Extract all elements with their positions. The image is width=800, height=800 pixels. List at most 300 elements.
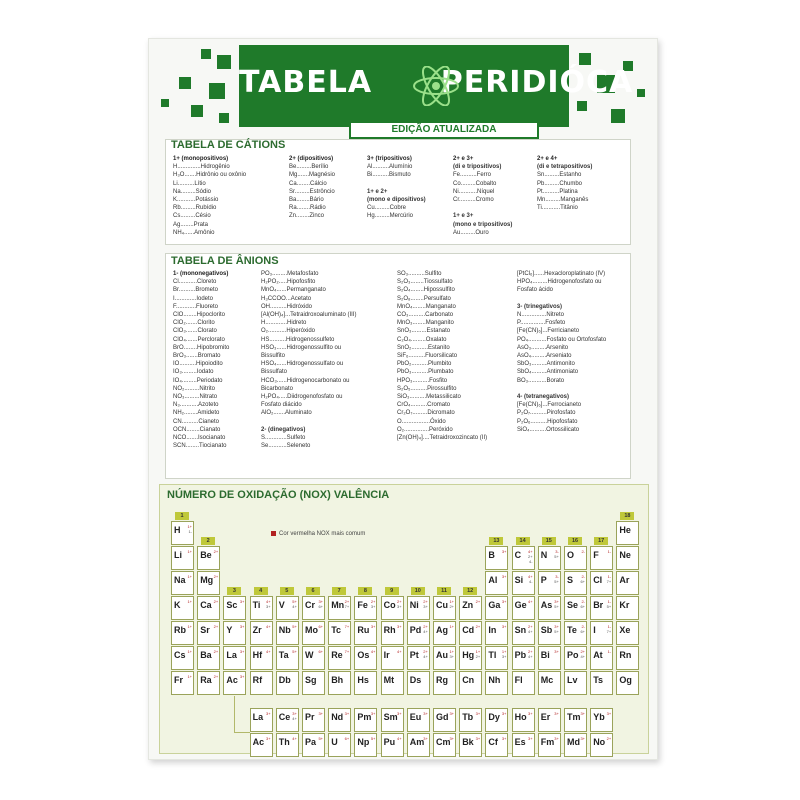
cation-item: K...........Potássio [173,197,219,204]
oxidation-value: 3+ [239,599,245,604]
oxidation-value: 3+ [554,711,559,716]
anion-item: NO₃.........Nitrato [173,394,218,401]
anion-item: BrO₃.......Bromato [173,353,221,360]
element-ru [354,621,377,645]
element-oxidation [214,649,219,654]
element-symbol: Fm [540,737,555,747]
element-ni [407,596,430,620]
element-symbol: Hg [462,650,475,660]
element-pu [381,733,404,757]
oxidation-value: 2- [581,599,585,604]
element-i [590,621,613,645]
anion-group-header: 1- (mononegativos) [173,271,229,277]
cation-item: Ti...........Titânio [537,205,578,212]
element-oxidation [423,624,428,634]
element-symbol: Tc [331,625,342,635]
oxidation-value: 1+ [475,649,481,654]
element-symbol: Co [383,600,396,610]
oxidation-value: 3+ [397,711,402,716]
f-block-connector [234,696,235,732]
element-ba [197,646,220,670]
cation-item: Hg.........Mercúrio [367,213,414,220]
cation-item: Bi..........Bismuto [367,172,411,179]
edition-label: EDIÇÃO ATUALIZADA [349,121,539,139]
element-symbol: Pu [383,737,396,747]
element-oxidation [528,624,533,634]
element-cs [171,646,194,670]
element-oxidation [476,649,481,659]
element-symbol: Pb [514,650,527,660]
oxidation-value: 3+ [475,711,481,716]
anion-item: ClO₃.......Clorato [173,328,217,335]
title-left: TABELA [239,65,373,100]
element-pt [407,646,430,670]
oxidation-value: 3+ [239,624,245,629]
anion-item: Br..........Brometo [173,287,219,294]
element-rf [250,671,273,695]
anion-item: 2- (dinegativos) [261,426,306,433]
element-symbol: Cd [462,625,475,635]
oxidation-value: 6+ [318,624,323,629]
oxidation-value: 3+ [423,604,428,609]
title-banner [239,45,634,127]
cation-item: Ag........Prata [173,221,209,228]
anion-item: NCO.......Isocianato [173,435,226,442]
element-oxidation [554,574,559,584]
element-si [512,571,535,595]
cation-item: Mg.......Magnésio [289,172,336,179]
element-hf [250,646,273,670]
element-cu [433,596,456,620]
oxidation-value: 3+ [370,624,376,629]
element-symbol: Rh [383,625,396,635]
element-sb [538,621,561,645]
element-la [250,708,273,732]
element-ho [512,708,535,732]
element-symbol: F [593,550,599,560]
oxidation-value: 1- [607,549,612,554]
element-oxidation [554,599,559,609]
anion-item: MnO₃........Manganito [397,320,454,327]
anion-item: HS..........Hidrogenossulfeto [261,336,335,343]
oxidation-value: 1+ [187,624,192,629]
element-oxidation [528,599,533,604]
element-symbol: Pm [357,712,372,722]
element-tb [459,708,482,732]
element-er [538,708,561,732]
element-symbol: Ac [252,737,265,747]
element-rg [433,671,456,695]
element-oxidation [528,649,533,659]
decor-square [161,99,169,107]
cation-item: Sr.........Estrôncio [289,188,335,195]
element-symbol: Ho [514,712,527,722]
element-oxidation [266,649,271,654]
element-cd [459,621,482,645]
element-o [564,546,587,570]
element-lv [564,671,587,695]
oxidation-value: 3+ [449,654,454,659]
anion-item: Bicarbonato [261,385,294,392]
element-symbol: Na [174,575,186,585]
element-br [590,596,613,620]
anion-item: 4- (tetranegativos) [517,394,570,401]
cation-item: Na.........Sódio [173,188,212,195]
element-oxidation [554,549,559,559]
element-pb [512,646,535,670]
group-number: 5 [280,587,294,595]
oxidation-value: 3+ [501,654,507,659]
anion-item: ClO₂.......Clorito [173,320,215,327]
element-pr [302,708,325,732]
anion-item: H₂PO₄.....Diidrogenofosfato ou [261,394,343,401]
element-symbol: He [619,525,631,535]
cation-item: Mn.........Manganês [537,197,589,204]
group-number: 9 [385,587,399,595]
element-symbol: Sn [514,625,527,635]
element-es [512,733,535,757]
anion-item: SO₃..........Sulfito [397,271,442,277]
oxidation-value: 7+ [344,604,350,609]
element-symbol: Pt [409,650,419,660]
element-xe [616,621,639,645]
element-symbol: Y [226,625,233,635]
anion-item: P₂O₆..........Hipofosfato [517,418,578,425]
periodic-table-poster [148,38,658,760]
oxidation-value: 3+ [501,736,507,741]
oxidation-value: 5+ [292,649,297,654]
element-symbol: Ru [357,625,370,635]
anion-item: SnO₂..........Estanito [397,344,450,351]
group-number: 8 [358,587,372,595]
oxidation-value: 2+ [475,654,481,659]
group-number: 4 [254,587,268,595]
element-oxidation [449,599,454,609]
element-symbol: Cs [174,650,186,660]
cation-item: Zn........Zinco [289,213,325,220]
element-oxidation [502,624,507,629]
anion-item: ClO........Hipoclorito [173,312,226,319]
oxidation-value: 2+ [213,549,219,554]
cation-item: Be.........Berílio [289,164,329,171]
oxidation-value: 1+ [187,574,192,579]
oxidation-value: 2+ [370,599,376,604]
element-nh [485,671,508,695]
element-symbol: Mn [331,600,345,610]
element-symbol: Be [200,550,212,560]
oxidation-value: 3+ [501,624,507,629]
element-symbol: Ag [436,625,448,635]
element-symbol: S [567,575,574,585]
oxidation-value: 3+ [370,604,376,609]
element-oxidation [318,624,323,629]
oxidation-value: 1- [607,649,612,654]
group-number: 15 [542,537,556,545]
element-fe [354,596,377,620]
cation-column [537,155,592,212]
element-oxidation [397,649,402,654]
element-oxidation [345,711,350,716]
oxidation-value: 7+ [606,629,612,634]
element-symbol: Xe [619,625,631,635]
element-symbol: Ca [200,600,212,610]
cation-item: Ra........Rádio [289,205,326,212]
element-oxidation [266,736,271,741]
element-w [302,646,325,670]
oxidation-value: 3+ [318,711,323,716]
element-symbol: Ta [278,650,289,660]
element-yb [590,708,613,732]
oxidation-value: 2+ [528,624,533,629]
element-li [171,546,194,570]
element-symbol: I [593,625,596,635]
oxidation-value: 1- [188,529,192,534]
oxidation-value: 6+ [580,629,585,634]
anion-item: BO₃...........Borato [517,377,565,384]
element-symbol: Ac [226,675,238,685]
element-ta [276,646,299,670]
element-symbol: Cl [593,575,603,585]
element-os [354,646,377,670]
anion-item: S₂O₅..........Pirossulfito [397,385,457,392]
oxidation-value: 4- [529,579,533,584]
element-symbol: Tb [462,712,474,722]
element-hg [459,646,482,670]
element-ac [223,671,246,695]
oxidation-value: 3+ [475,736,481,741]
anion-item: ClO₄.......Perclorato [173,336,225,343]
anion-item: Cr₂O₇.........Dicromato [397,410,455,417]
oxidation-value: 6+ [580,579,585,584]
element-symbol: Cr [305,600,316,610]
element-oxidation [397,736,402,741]
cation-item: Li..........Lítio [173,180,206,187]
oxidation-value: 5+ [554,604,559,609]
oxidation-value: 3+ [423,711,428,716]
anion-item: SiO₄..........Ortossilicato [517,426,580,433]
element-oxidation [187,549,192,554]
oxidation-value: 3+ [501,549,507,554]
element-oxidation [318,736,323,741]
oxidation-value: 1+ [187,549,192,554]
element-symbol: Eu [409,712,422,722]
oxidation-value: 3+ [266,736,271,741]
group-number: 1 [175,512,189,520]
element-oxidation [607,624,612,634]
oxidation-value: 4+ [528,654,533,659]
anion-item: I.............Iodeto [173,295,214,302]
element-oxidation [502,549,507,554]
element-kr [616,596,639,620]
anion-item: PbO₃..........Plumbato [397,369,454,376]
element-symbol: Pr [305,712,315,722]
element-symbol: Ra [200,675,212,685]
cations-title: TABELA DE CÁTIONS [171,139,286,151]
cation-group-header: 2+ e 3+ [453,156,474,162]
oxidation-value: 2+ [475,624,481,629]
legend-text: Cor vermelha NOX mais comum [279,531,366,538]
element-symbol: Ds [409,675,422,685]
oxidation-value: 3+ [344,711,350,716]
group-number: 18 [620,512,634,520]
element-oxidation [607,574,612,584]
element-np [354,733,377,757]
element-oxidation [476,736,481,741]
element-oxidation [266,711,271,716]
element-symbol: In [488,625,497,635]
element-symbol: Po [567,650,579,660]
oxidation-value: 6+ [344,736,350,741]
element-oxidation [502,599,507,604]
anion-item: MnO₄........Manganato [397,303,456,310]
anion-item: AlO₂.......Aluminato [261,410,312,417]
oxidation-value: 3+ [370,711,376,716]
anion-item [517,385,606,393]
cation-item: Rb.........Rubídio [173,205,217,212]
group-number: 12 [463,587,477,595]
oxidation-value: 4+ [370,649,376,654]
element-oxidation [292,649,297,654]
group-number: 14 [516,537,530,545]
anion-item: CN..........Cianeto [173,418,220,425]
element-oxidation [266,599,271,609]
element-oxidation [476,624,481,629]
decor-square [219,113,229,123]
anion-item: O₂...............Peróxido [397,426,453,433]
anion-item: Bissulfito [261,353,286,360]
element-c [512,546,535,570]
oxidation-value: 4+ [580,654,585,659]
anion-item: Fosfato diácido [261,402,302,409]
oxidation-value: 2+ [344,599,350,604]
element-oxidation [292,711,297,721]
anion-item: Se...........Seleneto [261,443,311,450]
anion-item: SbO₄.........Antimoniato [517,369,579,376]
element-oxidation [397,599,402,609]
element-ne [616,546,639,570]
element-oxidation [371,736,376,741]
element-oxidation [371,624,376,629]
oxidation-value: 1+ [187,524,192,529]
anion-item: CO₃..........Carbonato [397,312,454,319]
oxidation-value: 3+ [580,711,585,716]
oxidation-value: 1+ [449,649,454,654]
oxidation-value: 3+ [449,736,454,741]
cation-group-header: 2+ (dipositivos) [289,156,334,162]
red-marker-icon [271,531,276,536]
decor-square [611,109,625,123]
anion-column [517,270,606,434]
element-symbol: Og [619,675,632,685]
oxidation-value: 3- [555,574,559,579]
element-nd [328,708,351,732]
anion-item: IO₃.........Iodato [173,369,214,376]
element-oxidation [214,599,219,604]
oxidation-value: 4+ [528,574,533,579]
nox-legend [271,531,365,537]
element-ar [616,571,639,595]
element-oxidation [345,649,350,654]
anion-item: SiO₃..........Metassilicato [397,394,461,401]
element-oxidation [423,649,428,659]
cation-item: H..............Hidrogênio [173,164,230,171]
element-zr [250,621,273,645]
element-mn [328,596,351,620]
anion-item: [PtCl₆]......Hexacloroplatinato (IV) [517,271,606,277]
element-symbol: Cm [436,737,451,747]
anion-column [397,270,487,442]
oxidation-value: 2- [581,624,585,629]
anion-item: F............Fluoreto [173,303,219,310]
element-symbol: Hs [357,675,369,685]
oxidation-value: 2+ [528,554,533,559]
element-symbol: As [540,600,553,610]
oxidation-value: 3+ [501,599,507,604]
anion-item: HCO₃......Hidrogenocarbonato ou [261,377,350,384]
element-cr [302,596,325,620]
element-symbol: Lv [567,675,578,685]
element-cl [590,571,613,595]
element-la [223,646,246,670]
element-oxidation [187,524,192,534]
oxidation-value: 4+ [528,599,533,604]
cation-group-header: 1+ (monopositivos) [173,156,229,162]
element-symbol: Tl [488,650,497,660]
anion-item: NO₂.........Nitrito [173,385,215,392]
decor-square [209,83,225,99]
element-ra [197,671,220,695]
element-ga [485,596,508,620]
element-tl [485,646,508,670]
element-oxidation [187,674,192,679]
element-gd [433,708,456,732]
element-oxidation [345,599,350,609]
element-oxidation [187,574,192,579]
element-at [590,646,613,670]
anion-item: [Zn(OH)₄]....Tetraidroxozincato (II) [397,435,488,442]
element-symbol: Fe [357,600,368,610]
element-s [564,571,587,595]
element-te [564,621,587,645]
anion-item: SCN........Tiocianato [173,443,227,450]
oxidation-value: 4+ [423,654,428,659]
element-zn [459,596,482,620]
element-mc [538,671,561,695]
element-symbol: Cu [436,600,448,610]
element-symbol: Fl [514,675,523,685]
element-oxidation [423,736,428,741]
element-cm [433,733,456,757]
element-og [616,671,639,695]
anion-item: PO₄...........Fosfato ou Ortofosfato [517,336,607,343]
element-symbol: Nd [331,712,344,722]
element-oxidation [318,649,323,654]
element-symbol: Bk [462,737,474,747]
element-symbol: Yb [593,712,605,722]
element-symbol: Bh [331,675,344,685]
element-oxidation [581,549,585,554]
group-number: 2 [201,537,215,545]
oxidation-value: 4+ [266,624,271,629]
element-symbol: Ne [619,550,631,560]
anion-item: [Fe(CN)₆]...Ferrocianeto [517,402,582,409]
anion-item: Cl...........Cloreto [173,279,217,286]
element-oxidation [240,674,245,679]
oxidation-value: 2+ [213,649,219,654]
element-pa [302,733,325,757]
element-oxidation [580,711,585,716]
element-symbol: Ba [200,650,212,660]
